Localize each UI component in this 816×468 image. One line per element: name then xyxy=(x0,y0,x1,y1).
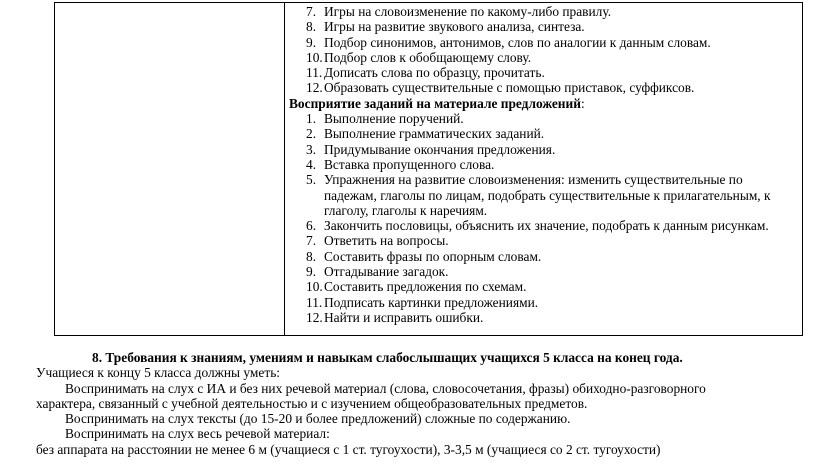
list-item xyxy=(289,35,798,50)
list-item-text: Игры на словоизменение по какому-либо правилу. xyxy=(324,4,612,19)
list-item xyxy=(289,249,798,264)
list-item-text: Выполнение поручений. xyxy=(324,111,464,127)
paragraph-line: Воспринимать на слух с ИА и без них речевой материал (слова, словосочетания, фразы) обиходно-разговорного xyxy=(65,380,706,396)
list-item-number: 1. xyxy=(306,111,317,127)
list-item-number: 7. xyxy=(306,4,317,19)
list-item xyxy=(289,218,798,233)
task-list-words xyxy=(289,4,798,96)
table-cell-right xyxy=(289,4,798,325)
paragraph-line: Воспринимать на слух тексты (до 15-20 и более предложений) сложные по содержанию. xyxy=(65,411,571,427)
list-item-number: 10. xyxy=(306,279,323,295)
list-item xyxy=(289,295,798,310)
paragraph-line: без аппарата на расстоянии не менее 6 м (учащиеся с 1 ст. тугоухости), 3-3,5 м (учащиеся со 2 ст. тугоухости) xyxy=(36,441,661,457)
list-item-number: 11. xyxy=(306,65,323,81)
list-item-text: Подбор синонимов, антонимов, слов по аналогии к данным словам. xyxy=(324,34,711,50)
list-item xyxy=(289,50,798,65)
list-item-number: 3. xyxy=(306,141,317,157)
list-item xyxy=(289,142,798,157)
list-item-text: Отгадывание загадок. xyxy=(324,264,449,280)
task-list-sentences xyxy=(289,111,798,325)
list-item xyxy=(289,4,798,19)
list-item-text: Образовать существительные с помощью приставок, суффиксов. xyxy=(324,80,695,96)
column-divider xyxy=(284,3,285,335)
list-item-text: Составить предложения по схемам. xyxy=(324,279,527,295)
list-item xyxy=(289,19,798,34)
list-item-number: 12. xyxy=(306,309,323,325)
list-item-number: 10. xyxy=(306,49,323,65)
list-item-number: 7. xyxy=(306,233,317,249)
list-item xyxy=(289,157,798,172)
list-item xyxy=(289,172,798,218)
list-item-number: 9. xyxy=(306,264,317,280)
list-item-text: Придумывание окончания предложения. xyxy=(324,141,556,157)
list-item-text: Составить фразы по опорным словам. xyxy=(324,248,542,264)
list-item-text: Закончить пословицы, объяснить их значение, подобрать к данным рисункам. xyxy=(324,218,769,234)
list-item-text: Дописать слова по образцу, прочитать. xyxy=(324,65,545,81)
list-item-number: 12. xyxy=(306,80,323,96)
list-item-text: Найти и исправить ошибки. xyxy=(324,309,484,325)
list-item-number: 5. xyxy=(306,172,317,188)
list-item-text: Вставка пропущенного слова. xyxy=(324,156,495,172)
section-heading: 8. Требования к знаниям, умениям и навыкам слабослышащих учащихся 5 класса на конец года. xyxy=(92,350,683,365)
content-table xyxy=(54,2,803,336)
list-item-number: 11. xyxy=(306,294,323,310)
list-item xyxy=(289,279,798,294)
list-item-text: Упражнения на развитие словоизменения: изменить существительные по падежам, глаголы по лицам, подобрать существительные к прилагательным, к глаголу, глаголы к наречиям. xyxy=(324,172,771,218)
table-cell-left xyxy=(55,3,284,335)
list-item xyxy=(289,233,798,248)
list-item-number: 8. xyxy=(306,19,317,35)
list-item-text: Выполнение грамматических заданий. xyxy=(324,126,545,142)
list-item-number: 6. xyxy=(306,218,317,234)
section-title-sentences: Восприятие заданий на материале предложений: xyxy=(289,95,585,111)
list-item xyxy=(289,310,798,325)
list-item xyxy=(289,126,798,141)
paragraph-line: Воспринимать на слух весь речевой материал: xyxy=(65,426,330,442)
list-item-number: 4. xyxy=(306,156,317,172)
list-item-text: Подписать картинки предложениями. xyxy=(324,294,539,310)
list-item-number: 9. xyxy=(306,34,317,50)
list-item-number: 8. xyxy=(306,248,317,264)
list-item-text: Ответить на вопросы. xyxy=(324,233,449,249)
list-item xyxy=(289,264,798,279)
list-item xyxy=(289,80,798,95)
paragraph-line: характера, связанный с учебной деятельностью и с изучением общеобразовательных предметов. xyxy=(36,395,588,411)
list-item xyxy=(289,111,798,126)
requirements-section xyxy=(36,350,806,457)
list-item xyxy=(289,65,798,80)
list-item-text: Игры на развитие звукового анализа, синтеза. xyxy=(324,19,585,35)
intro-text: Учащиеся к концу 5 класса должны уметь: xyxy=(36,365,281,381)
list-item-number: 2. xyxy=(306,126,317,142)
list-item-text: Подбор слов к обобщающему слову. xyxy=(324,49,532,65)
